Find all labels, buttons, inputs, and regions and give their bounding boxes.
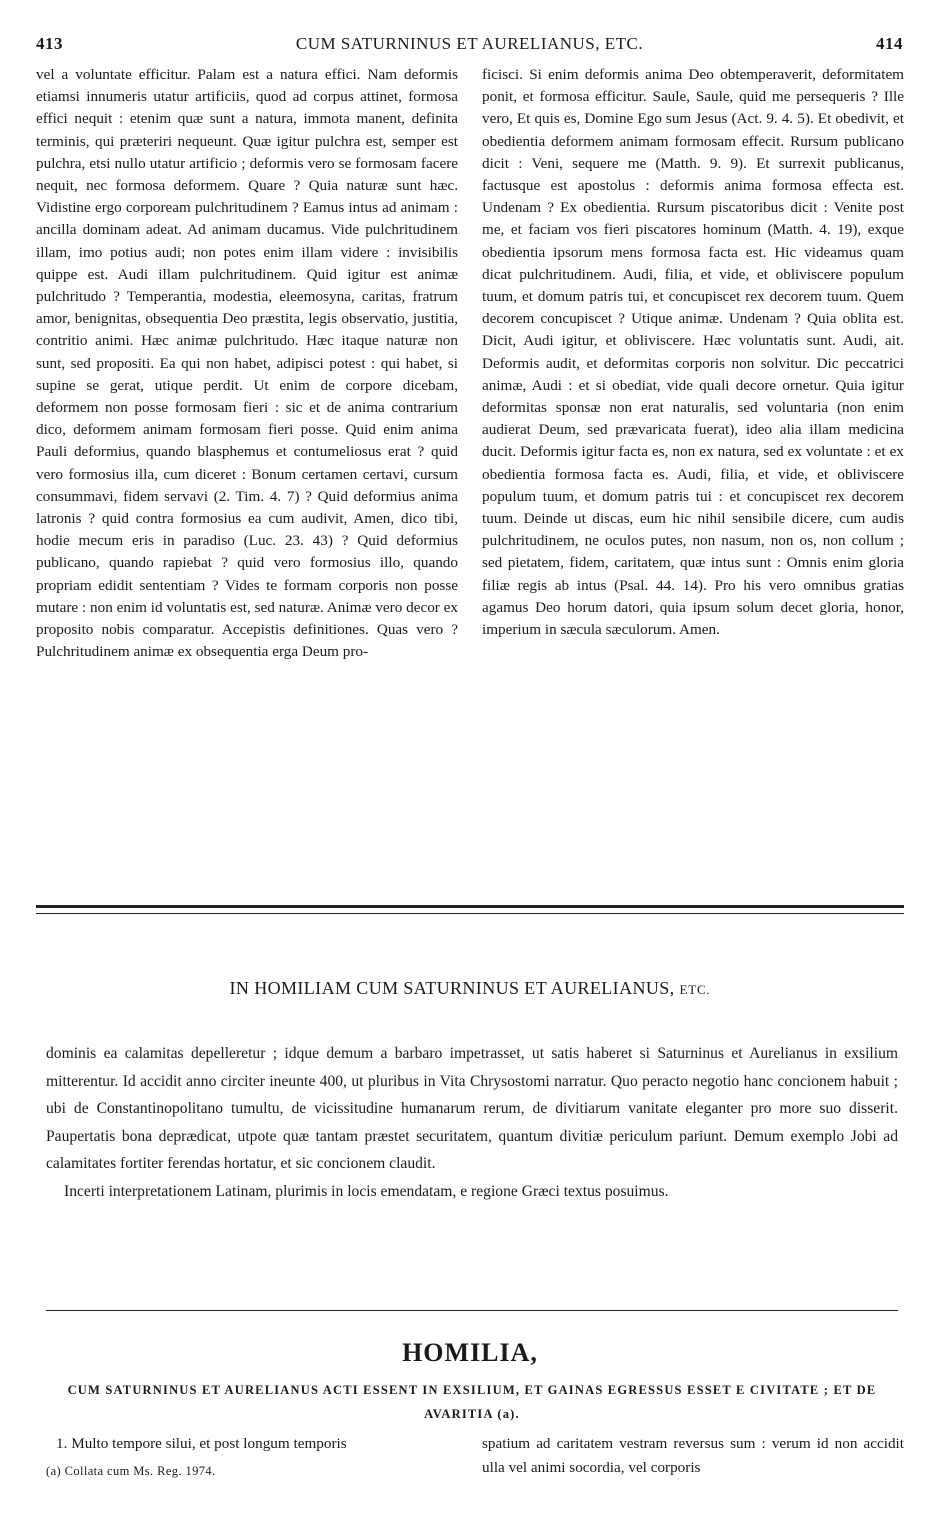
homilia-left-text: 1. Multo tempore silui, et post longum temporis [56,1435,347,1452]
intro-text [46,1040,898,1205]
intro-heading-main: IN HOMILIAM CUM SATURNINUS ET AURELIANUS, [229,978,675,998]
right-column [482,64,904,641]
right-column-text: ficisci. Si enim deformis anima Deo obtemperaverit, deformitatem ponit, et formosa efficitur. Saule, Saule, quid me persequeris ? Ille vero, Et quis es, Domine Ego sum Jesus (Act. 9. 4. 5). Et obedivit, et obedientia deformem animam formosam effecit. Rursum publicano dicit : Veni, sequere me (Matth. 9. 9). Et surrexit publicanus, factusque est apostolus : deformis anima formosa effecta est. Undenam ? Ex obedientia. Rursum piscatoribus dicit : Venite post me, et faciam vos fieri piscatores hominum (Matth. 4. 19), exque obedientia ipsorum mens formosa facta est. Hic videamus quam dicat pulchritudinem. Audi, filia, et vide, et obliviscere populum tuum, et domum patris tui, et concupiscet rex decorem tuum. Quem decorem concupiscet ? Utique animæ. Undenam ? Quia oblita est. Dicit, Audi igitur, et obliviscere. Hæc voluntatis sunt. Audi, ait. Deformis audit, et deformitas corporis non solvitur. Dic peccatrici animæ, Audi : et si obediat, vide quali decore ornetur. Quia igitur deformitas sponsæ non erat naturalis, sed voluntaria (non enim audierat Deum, sed prævaricata fuerat), ideo alia illam medicina ducit. Deformis igitur facta es, non ex natura, sed ex voluntate : et ex obedientia formosa facta es. Audi, filia, et vide, et obliviscere populum tuum, et domum patris tui : et concupiscet rex decorem tuum. Deinde ut discas, eum hic nihil sensibile dicere, cum audis pulchritudinem, ne oculos putes, non nasum, non os, non collum ; sed pietatem, fidem, caritatem, quæ intus sunt : Omnis enim gloria filiæ regis ab intus (Psal. 44. 14). Pro his vero omnibus gratias agamus Deo horum datori, quia ipsum solum decet gloria, honor, imperium in sæcula sæculorum. Amen. [482,66,904,639]
two-column-body [36,64,904,894]
running-head [36,34,903,60]
homilia-left-column [56,1432,458,1456]
intro-heading-etc: ETC. [679,982,711,997]
double-rule-divider [36,905,904,914]
homilia-right-column [482,1432,904,1480]
intro-paragraph-1: dominis ea calamitas depelleretur ; idque demum a barbaro impetrasset, ut satis haberet si Saturninus et Aurelianus in exsilium mitterentur. Id accidit anno circiter ineunte 400, ut pluribus in Vita Chrysostomi narratur. Quo peracto negotio hanc concionem habuit ; ubi de Constantinopolitano tumultu, de vicissitudine humanarum rerum, de divitiarum vanitate eleganter pro more suo disserit. Paupertatis bona deprædicat, utpote quæ tantam præstet securitatem, quantum divitiæ periculum pariunt. Demum exemplo Jobi ad calamitates fortiter ferendas hortatur, et sic concionem claudit. [46,1045,898,1172]
left-column [36,64,458,663]
running-title: CUM SATURNINUS ET AURELIANUS, ETC. [295,34,644,53]
homilia-title: HOMILIA, [402,1338,538,1367]
single-rule-divider [46,1310,898,1311]
homilia-right-text: spatium ad caritatem vestram reversus sum : verum id non accidit ulla vel animi socordia, vel corporis [482,1435,904,1476]
left-column-text: vel a voluntate efficitur. Palam est a natura effici. Nam deformis etiamsi innumeris utatur artificiis, quod ad corpus attinet, formosa effici nequit : etenim quæ sunt a natura, immota manent, definita terminis, qui præteriri nequeunt. Quæ igitur pulchra est, semper est pulchra, etsi nullo utatur artificio ; deformis vero se formosam facere nequit, nec formosa deformem. Quare ? Quia naturæ sunt hæc. Vidistine ergo corpoream pulchritudinem ? Eamus intus ad animam : ancilla dominam adeat. Ad animam ducamus. Vide pulchritudinem illam, imo potius audi; non potes enim illam videre : invisibilis quippe est. Audi illam pulchritudinem. Quid igitur est animæ pulchritudo ? Temperantia, modestia, eleemosyna, caritas, fratrum amor, benignitas, obsequentia Deo præstita, legis observatio, justitia, contritio animi. Hæc animæ pulchritudo. Hæc itaque naturæ non sunt, sed propositi. Ea qui non habet, adipisci potest : qui habet, si supine se gerat, utique perdit. Ut enim de corpore dicebam, deformem non posse formosam fieri : sic et de anima contrarium dico, deformem animam formosam fieri posse. Quid enim anima Pauli deformius, quando blasphemus et contumeliosus erat ? quid vero formosius illa, cum diceret : Bonum certamen certavi, cursum consummavi, fidem servavi (2. Tim. 4. 7) ? Quid deformius anima latronis ? quid contra formosius ea cum audivit, Amen, dico tibi, hodie mecum eris in paradiso (Luc. 23. 43) ? Quid deformius publicano, quando rapiebat ? quid vero formosius illo, quando propriam edidit sententiam ? Vides te formam corporis non posse mutare : non enim id voluntatis est, sed naturæ. Animæ vero decor ex proposito nobis comparatur. Accepistis definitiones. Quas vero ? Pulchritudinem animæ ex obsequentia erga Deum pro- [36,66,458,661]
homilia-subtitle: CUM SATURNINUS ET AURELIANUS ACTI ESSENT IN EXSILIUM, ET GAINAS EGRESSUS ESSET E CIVITATE ; ET DE AVARITIA (a). [67,1383,877,1421]
intro-paragraph-2: Incerti interpretationem Latinam, plurimis in locis emendatam, e regione Græci textus posuimus. [64,1182,669,1200]
page-number-right: 414 [876,34,903,53]
intro-heading [36,978,904,999]
footnote: (a) Collata cum Ms. Reg. 1974. [46,1464,216,1478]
page-number-left: 413 [36,34,63,53]
